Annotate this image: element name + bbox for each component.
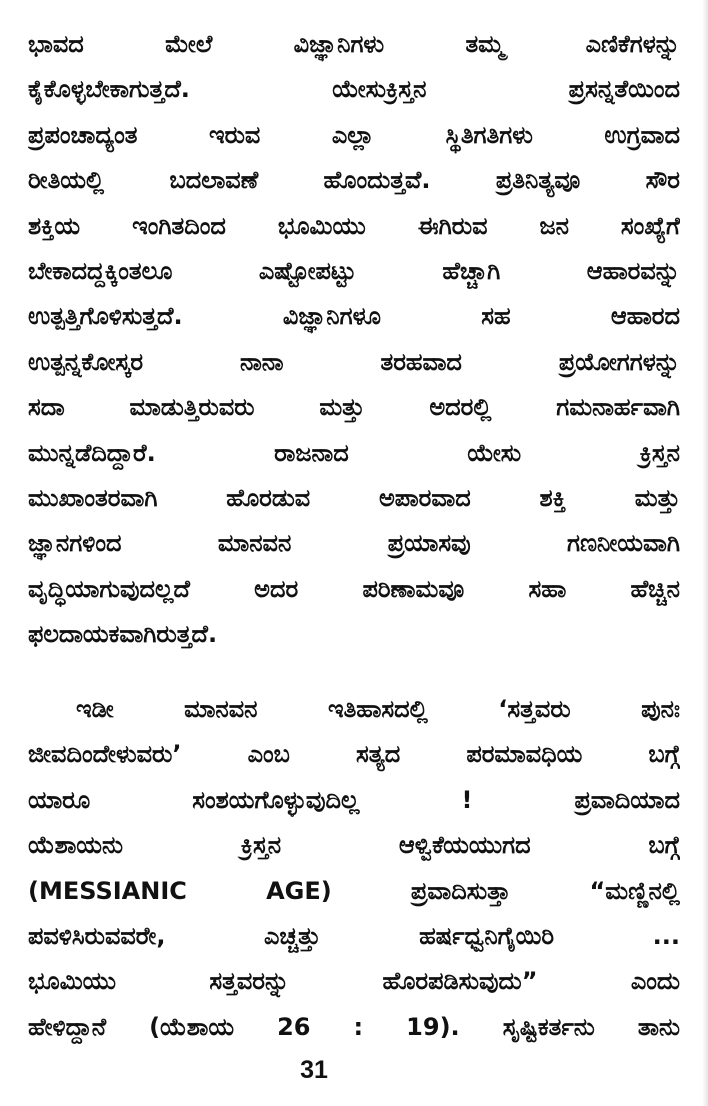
- text-line: ಜ್ಞಾನಗಳಿಂದ ಮಾನವನ ಪ್ರಯಾಸವು ಗಣನೀಯವಾಗಿ: [28, 529, 680, 558]
- paragraph-2: [28, 687, 680, 1050]
- text-line: ಪ್ರಪಂಚಾದ್ಯಂತ ಇರುವ ಎಲ್ಲಾ ಸ್ಥಿತಿಗತಿಗಳು ಉಗ್ರವಾದ: [28, 120, 680, 149]
- text-line: ಯಾರೂ ಸಂಶಯಗೊಳ್ಳುವುದಿಲ್ಲ ! ಪ್ರವಾದಿಯಾದ: [28, 785, 680, 814]
- text-line: ಭೂಮಿಯು ಸತ್ತವರನ್ನು ಹೊರಪಡಿಸುವುದು” ಎಂದು: [28, 967, 680, 996]
- text-line: ಹೇಳಿದ್ದಾನೆ (ಯೆಶಾಯ 26 : 19). ಸೃಷ್ಟಿಕರ್ತನು ತಾನು: [28, 1012, 680, 1041]
- text-line: ಬೇಕಾದದ್ದಕ್ಕಿಂತಲೂ ಎಷ್ಟೋಪಟ್ಟು ಹೆಚ್ಚಾಗಿ ಆಹಾರವನ್ನು: [28, 256, 680, 285]
- text-line: ಉತ್ಪತ್ತಿಗೊಳಿಸುತ್ತದೆ. ವಿಜ್ಞಾನಿಗಳೂ ಸಹ ಆಹಾರದ: [28, 302, 680, 331]
- text-line: ಮುನ್ನಡೆದಿದ್ದಾರೆ. ರಾಜನಾದ ಯೇಸು ಕ್ರಿಸ್ತನ: [28, 438, 680, 467]
- text-line: ಉತ್ಪನ್ನಕೋಸ್ಕರ ನಾನಾ ತರಹವಾದ ಪ್ರಯೋಗಗಳನ್ನು: [28, 347, 680, 376]
- text-line: ಸದಾ ಮಾಡುತ್ತಿರುವರು ಮತ್ತು ಅದರಲ್ಲಿ ಗಮನಾರ್ಹವಾಗಿ: [28, 393, 680, 422]
- text-line: ಜೀವದಿಂದೇಳುವರು’ ಎಂಬ ಸತ್ಯದ ಪರಮಾವಧಿಯ ಬಗ್ಗೆ: [28, 740, 680, 769]
- text-line: ಇಡೀ ಮಾನವನ ಇತಿಹಾಸದಲ್ಲಿ ‘ಸತ್ತವರು ಪುನಃ: [76, 695, 680, 723]
- text-line: (MESSIANIC AGE) ಪ್ರವಾದಿಸುತ್ತಾ “ಮಣ್ಣಿನಲ್ಲಿ: [28, 876, 680, 905]
- text-line: ರೀತಿಯಲ್ಲಿ ಬದಲಾವಣೆ ಹೊಂದುತ್ತವೆ. ಪ್ರತಿನಿತ್ಯವೂ ಸೌರ: [28, 166, 680, 195]
- text-line: ಶಕ್ತಿಯ ಇಂಗಿತದಿಂದ ಭೂಮಿಯು ಈಗಿರುವ ಜನ ಸಂಖ್ಯೆಗೆ: [28, 211, 680, 240]
- text-line: ಪವಳಿಸಿರುವವರೇ, ಎಚ್ಚತ್ತು ಹರ್ಷಧ್ವನಿಗೈಯಿರಿ ...: [28, 921, 680, 950]
- paragraph-1: [28, 22, 680, 657]
- text-line: ಕೈಕೊಳ್ಳಬೇಕಾಗುತ್ತದೆ. ಯೇಸುಕ್ರಿಸ್ತನ ಪ್ರಸನ್ನತೆಯಿಂದ: [28, 75, 680, 104]
- text-line: ವೃದ್ಧಿಯಾಗುವುದಲ್ಲದೆ ಅದರ ಪರಿಣಾಮವೂ ಸಹಾ ಹೆಚ್ಚಿನ: [28, 574, 680, 603]
- text-line: ಯೆಶಾಯನು ಕ್ರಿಸ್ತನ ಆಳ್ವಿಕೆಯಯುಗದ ಬಗ್ಗೆ: [28, 831, 680, 860]
- page-number: 31: [300, 1056, 328, 1084]
- page-edge-shadow: [702, 0, 708, 1106]
- text-line: ಫಲದಾಯಕವಾಗಿರುತ್ತದೆ.: [28, 620, 218, 649]
- text-line: ಭಾವದ ಮೇಲೆ ವಿಜ್ಞಾನಿಗಳು ತಮ್ಮ ಎಣಿಕೆಗಳನ್ನು: [28, 30, 680, 58]
- text-line: ಮುಖಾಂತರವಾಗಿ ಹೊರಡುವ ಅಪಾರವಾದ ಶಕ್ತಿ ಮತ್ತು: [28, 483, 680, 512]
